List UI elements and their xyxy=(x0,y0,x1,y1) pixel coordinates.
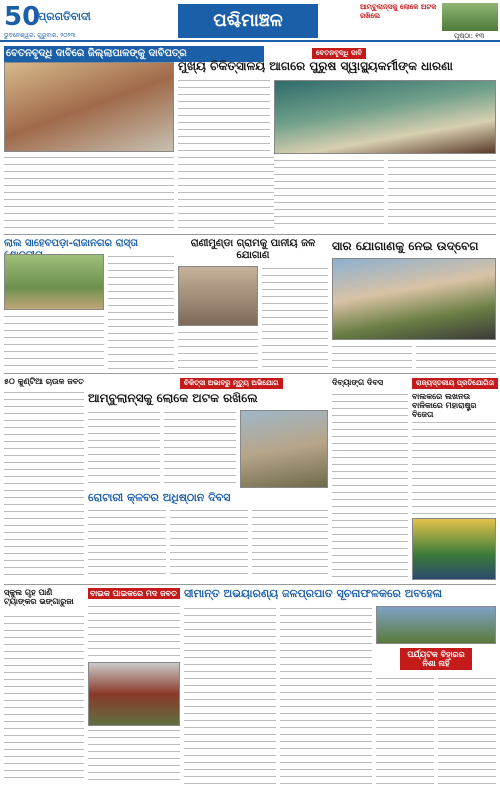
teaser-photo xyxy=(442,3,498,31)
divider xyxy=(4,373,496,374)
story-headline[interactable]: ସ୍କୁଲ ଗୃହ ପାଣି ଟ୍ୟାଙ୍କର ଭଙ୍ଗାରୁଜା xyxy=(4,588,74,607)
story-photo xyxy=(4,254,104,310)
story-headline[interactable]: ବାଲକରେ ଲଖନଉ ବାଳିକାରେ ମହାରାଷ୍ଟ୍ର ବିଜେତା xyxy=(412,392,477,420)
story-photo xyxy=(178,266,258,326)
story-headline[interactable]: ସୀମାନ୍ତ ଅଭୟାରଣ୍ୟ ଜଳପ୍ରପାତ ସୂଚନାଫଳକରେ ଅବହେଳା xyxy=(184,587,443,600)
story-body xyxy=(184,606,276,784)
story-headline[interactable]: ପର୍ଯ୍ୟଟକ ବିହାରର ନିଶା ନାହିଁ xyxy=(400,648,472,670)
story-body xyxy=(252,508,328,580)
story-headline[interactable]: ଲାଲ ସାହେବପଡ଼ା-ରାଜାନଗର ରାସ୍ତା xyxy=(4,238,139,249)
story-body xyxy=(178,330,258,370)
story-body xyxy=(412,420,496,516)
story-body xyxy=(438,676,496,784)
divider xyxy=(4,234,496,235)
story-body xyxy=(178,78,270,152)
page-title: ପଶ୍ଚିମାଞ୍ଚଳ xyxy=(178,4,318,38)
story-headline[interactable]: ବେତନବୃଦ୍ଧି ଦାବିରେ ଜିଲ୍ଲାପାଳଙ୍କୁ ଦାବିପତ୍ର xyxy=(4,46,264,62)
story-headline[interactable]: ମୁଖ୍ୟ ଚିକିତ୍ସାଳୟ ଆଗରେ ପୁରୁଷ ସ୍ୱାସ୍ଥ୍ୟକର୍ମୀଙ୍କ ଧାରଣା xyxy=(178,59,453,73)
page-number: ପୃଷ୍ଠା: ୧୩ xyxy=(454,32,485,40)
story-body xyxy=(108,254,174,370)
story-body xyxy=(388,158,496,230)
story-body xyxy=(416,344,496,370)
story-headline[interactable]: ସାର ଯୋଗାଣକୁ ନେଇ ଉଦ୍ବେଗ xyxy=(332,239,479,253)
story-body xyxy=(4,155,174,230)
story-photo xyxy=(412,518,496,580)
story-photo xyxy=(274,80,496,154)
story-body xyxy=(88,410,160,488)
story-photo xyxy=(376,606,496,644)
story-body xyxy=(262,266,328,370)
story-body xyxy=(178,155,274,230)
story-photo xyxy=(332,258,496,340)
masthead xyxy=(0,0,500,42)
story-body xyxy=(4,390,84,580)
divider xyxy=(4,584,496,585)
teaser-headline[interactable]: ଆମ୍ବୁଲାନ୍ସକୁ ଲୋକେ ଅଟକ ରଖିଲେ xyxy=(360,3,437,20)
story-body xyxy=(280,606,372,784)
story-headline[interactable]: ରାଣୀମୁଣ୍ଡା ଗ୍ରାମକୁ ପାନୀୟ ଜଳ ଯୋଗାଣ xyxy=(190,238,316,261)
story-body xyxy=(4,314,104,370)
story-body xyxy=(274,158,384,230)
story-photo xyxy=(4,62,174,152)
story-body xyxy=(88,728,180,784)
story-body xyxy=(4,614,84,784)
dateline: ଭୁବନେଶ୍ୱର, ଗୁରୁବାର, ୨୦୨୩ xyxy=(4,32,76,39)
paper-name: ପ୍ରଗତିବାଦୀ xyxy=(38,10,91,23)
story-headline[interactable]: ରୋଟାରୀ କ୍ଳବର ଅଧିଷ୍ଠାନ ଦିବସ xyxy=(88,491,231,504)
story-body xyxy=(332,392,408,580)
story-photo xyxy=(240,410,328,488)
story-headline[interactable]: ଦିବ୍ୟାଙ୍ଗ ଦିବସ xyxy=(332,378,384,387)
story-body xyxy=(164,410,236,488)
logo-anniversary: 50 xyxy=(4,2,41,32)
story-kicker: ଚିକିତ୍ସା ଅଭାବରୁ ମୃତ୍ୟୁ ଅଭିଯୋଗ xyxy=(180,378,283,389)
story-body xyxy=(88,508,166,580)
story-body xyxy=(88,604,180,660)
story-headline[interactable]: ୫୦ କୁଣ୍ଟିଆ ଚାଉଳ ଜବତ xyxy=(4,377,84,386)
story-headline[interactable]: ବାଇକ ପାଇକରେ ମଦ ଜବତ xyxy=(88,588,180,599)
story-kicker: ରାଜ୍ୟସ୍ତରୀୟ ପ୍ରତିଯୋଗିତା xyxy=(412,378,498,389)
story-body xyxy=(376,676,434,784)
story-kicker: ବେତନବୃଦ୍ଧି ଦାବି xyxy=(312,48,366,59)
story-headline[interactable]: ଆମ୍ବୁଲାନ୍ସକୁ ଲୋକେ ଅଟକ ରଖିଲେ xyxy=(88,391,258,405)
story-photo xyxy=(88,662,180,726)
story-body xyxy=(170,508,248,580)
story-body xyxy=(332,344,412,370)
